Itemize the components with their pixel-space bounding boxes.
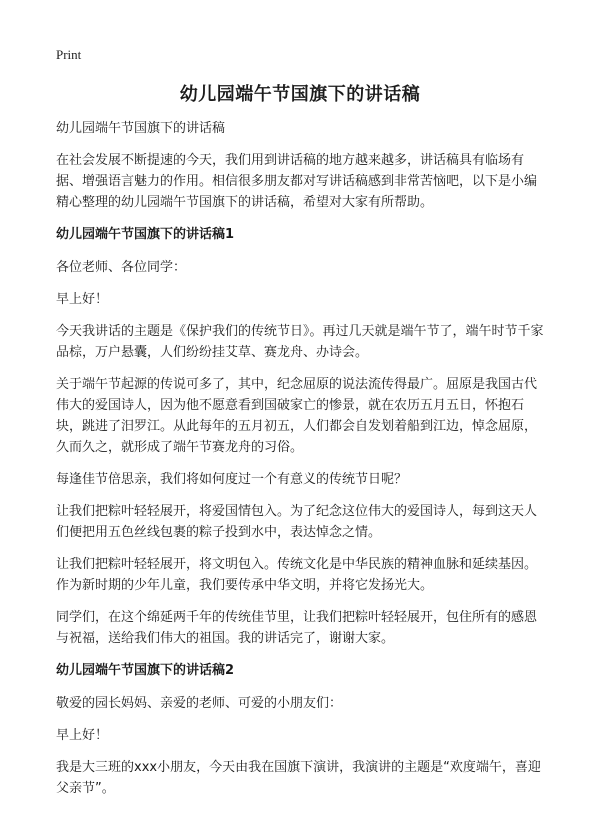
section1-paragraph: 关于端午节起源的传说可多了，其中，纪念屈原的说法流传得最广。屈原是我国古代伟大的爱国诗人，因为他不愿意看到国破家亡的惨景，就在农历五月五日，怀抱石块，跳进了汨罗江。从此每年的五月初五，人们都会自发划着船到江边，悼念屈原，久而久之，就形成了端午节赛龙舟的习俗。 (56, 377, 538, 455)
document-title: 幼儿园端午节国旗下的讲话稿 (179, 84, 421, 105)
section1-paragraph: 同学们，在这个绵延两千年的传统佳节里，让我们把粽叶轻轻展开，包住所有的感恩与祝福，送给我们伟大的祖国。我的讲话完了，谢谢大家。 (56, 610, 538, 646)
document-body (56, 118, 546, 810)
section1-paragraph: 让我们把粽叶轻轻展开，将文明包入。传统文化是中华民族的精神血脉和延续基因。作为新时期的少年儿童，我们要传承中华文明，并将它发扬光大。 (56, 557, 538, 593)
section1-paragraph: 让我们把粽叶轻轻展开，将爱国情包入。为了纪念这位伟大的爱国诗人，每到这天人们便把用五色丝线包裹的粽子投到水中，表达悼念之情。 (56, 504, 538, 540)
intro-paragraph: 在社会发展不断提速的今天，我们用到讲话稿的地方越来越多，讲话稿具有临场有据、增强语言魅力的作用。相信很多朋友都对写讲话稿感到非常苦恼吧，以下是小编精心整理的幼儿园端午节国旗下的讲话稿，希望对大家有所帮助。 (56, 153, 538, 210)
print-link[interactable]: Print (56, 47, 82, 62)
section-heading-1: 幼儿园端午节国旗下的讲话稿1 (56, 227, 235, 242)
section1-paragraph: 每逢佳节倍思亲，我们将如何度过一个有意义的传统节日呢？ (56, 472, 408, 487)
section1-paragraph: 各位老师、各位同学： (56, 260, 187, 275)
section-heading-2: 幼儿园端午节国旗下的讲话稿2 (56, 663, 235, 678)
section2-paragraph: 敬爱的园长妈妈、亲爱的老师、可爱的小朋友们： (56, 696, 343, 711)
subtitle-line: 幼儿园端午节国旗下的讲话稿 (56, 121, 226, 136)
section1-paragraph: 早上好！ (56, 292, 109, 307)
section2-paragraph: 早上好！ (56, 728, 109, 743)
section1-paragraph: 今天我讲话的主题是《保护我们的传统节日》。再过几天就是端午节了，端午时节千家品棕，万户悬囊，人们纷纷挂艾草、赛龙舟、办诗会。 (56, 324, 544, 360)
section2-paragraph: 我是大三班的xxx小朋友，今天由我在国旗下演讲，我演讲的主题是“欢度端午，喜迎父亲节”。 (56, 760, 541, 796)
